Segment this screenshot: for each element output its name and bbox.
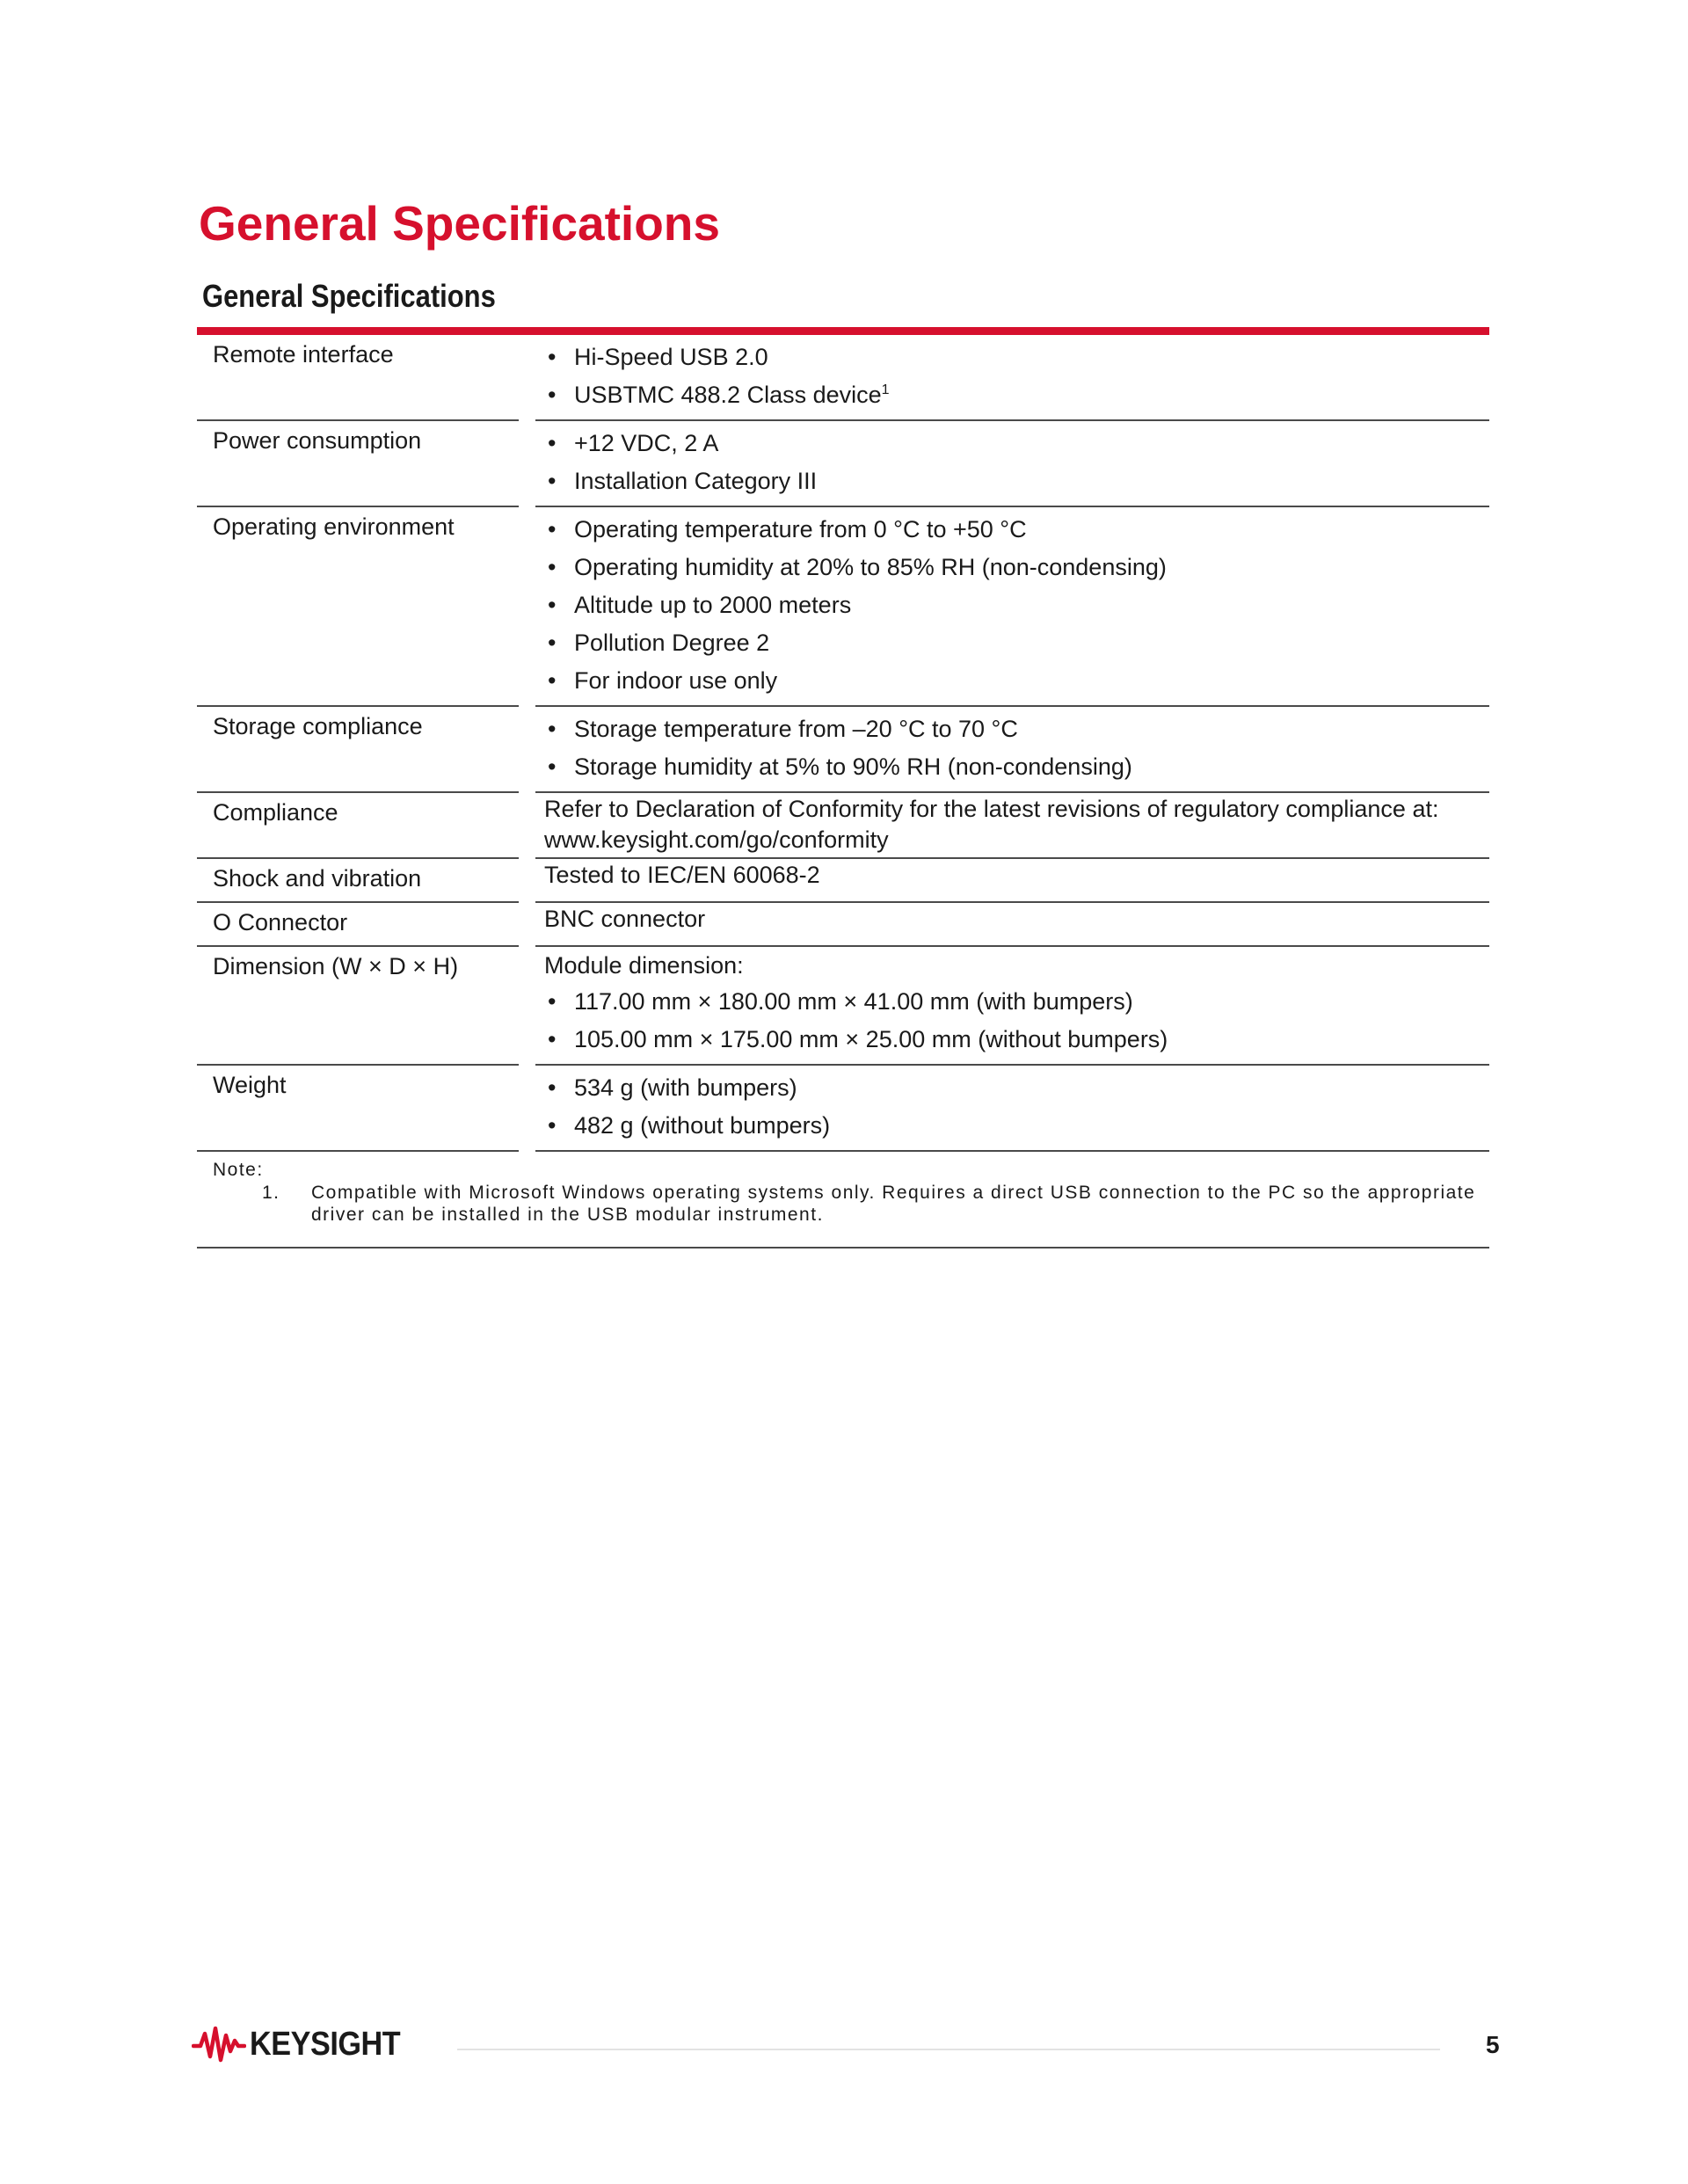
bullet-text: 534 g (with bumpers) [574,1074,797,1101]
list-item [544,425,1489,462]
column-gap [519,793,535,859]
spec-bullet-list [544,335,1489,419]
bullet-text: Storage temperature from –20 °C to 70 °C [574,716,1018,742]
bullet-text: Hi-Speed USB 2.0 [574,344,768,370]
spec-bullet-list [544,1066,1489,1150]
column-gap [519,859,535,903]
column-gap [519,903,535,947]
spec-label-cell [197,335,519,421]
list-item [544,462,1489,500]
bullet-text: USBTMC 488.2 Class device [574,382,882,408]
table-row-storage-compliance [197,707,1489,793]
spec-label-cell [197,1066,519,1152]
list-item [544,339,1489,376]
note-item [213,1182,1489,1226]
bullet-text: Storage humidity at 5% to 90% RH (non-condensing) [574,753,1132,780]
column-gap [519,1066,535,1152]
list-item [544,662,1489,700]
spec-bullet-list [544,507,1489,705]
spec-value-cell [535,859,1489,903]
list-item [544,586,1489,624]
spec-value-cell [535,335,1489,421]
spec-value-cell [535,507,1489,707]
list-item [544,1107,1489,1145]
note-heading: Note: [213,1160,264,1180]
spec-value-cell [535,903,1489,947]
list-item [544,1069,1489,1107]
note-number: 1. [262,1183,280,1203]
bullet-text: 105.00 mm × 175.00 mm × 25.00 mm (without bumpers) [574,1026,1168,1052]
column-gap [519,335,535,421]
spec-bullet-list [544,707,1489,791]
footnote-ref: 1 [881,382,890,397]
spec-label: Operating environment [213,513,455,540]
list-item [544,511,1489,549]
column-gap [519,707,535,793]
spec-label-cell [197,947,519,1066]
footer-divider [457,2049,1440,2050]
bullet-text: For indoor use only [574,667,778,694]
spec-value-intro: Module dimension: [544,952,744,979]
table-row-operating-environment [197,507,1489,707]
bullet-text: Operating temperature from 0 °C to +50 °C [574,516,1027,542]
spec-label-cell [197,793,519,859]
list-item [544,983,1489,1021]
table-row-o-connector [197,903,1489,947]
table-row-shock-vibration [197,859,1489,903]
list-item [544,1021,1489,1059]
table-notes-row [197,1152,1489,1249]
spec-label: Weight [213,1072,287,1098]
spec-value-cell [535,793,1489,859]
note-text: Compatible with Microsoft Windows operating systems only. Requires a direct USB connection to the PC so the appropriate driver can be installed in the USB modular instrument. [311,1183,1476,1225]
table-row-weight [197,1066,1489,1152]
column-gap [519,507,535,707]
spec-value-cell [535,947,1489,1066]
list-item [544,549,1489,586]
bullet-text: Installation Category III [574,468,818,494]
spec-bullet-list [544,983,1489,1064]
section-heading: General Specifications [202,278,496,314]
spec-value-cell [535,1066,1489,1152]
spec-value-text: Tested to IEC/EN 60068-2 [544,862,820,888]
brand-name: KEYSIGHT [250,2025,401,2063]
column-gap [519,947,535,1066]
notes-cell [197,1152,1489,1249]
general-specifications-table [197,327,1489,1249]
bullet-text: 117.00 mm × 180.00 mm × 41.00 mm (with bumpers) [574,988,1133,1015]
spec-value-cell [535,421,1489,507]
page-number: 5 [1486,2031,1500,2058]
spec-label: Dimension (W × D × H) [213,953,459,979]
spec-label-cell [197,421,519,507]
spec-value-text: Refer to Declaration of Conformity for the latest revisions of regulatory compliance at: www.keysight.com/go/conformity [544,796,1439,853]
list-item [544,748,1489,786]
table-row-compliance [197,793,1489,859]
spec-label: O Connector [213,909,348,935]
spec-label: Power consumption [213,427,422,454]
spec-label: Shock and vibration [213,865,422,892]
list-item [544,624,1489,662]
spec-label-cell [197,507,519,707]
spec-label-cell [197,707,519,793]
spec-value-text: BNC connector [544,906,706,932]
spec-value-cell [535,707,1489,793]
spec-bullet-list [544,421,1489,506]
bullet-text: Altitude up to 2000 meters [574,592,852,618]
spec-label-cell [197,859,519,903]
list-item [544,710,1489,748]
spec-label: Remote interface [213,341,394,368]
bullet-text: 482 g (without bumpers) [574,1112,831,1139]
bullet-text: +12 VDC, 2 A [574,430,719,456]
column-gap [519,421,535,507]
spec-label-cell [197,903,519,947]
page-title: General Specifications [199,196,720,251]
list-item [544,376,1489,414]
table-row-power-consumption [197,421,1489,507]
bullet-text: Pollution Degree 2 [574,630,770,656]
spec-label: Storage compliance [213,713,423,739]
table-row-dimension [197,947,1489,1066]
table-row-remote-interface [197,335,1489,421]
keysight-wave-logo-icon [192,2025,246,2064]
bullet-text: Operating humidity at 20% to 85% RH (non-condensing) [574,554,1167,580]
keysight-logo [192,2025,417,2064]
spec-label: Compliance [213,799,338,826]
